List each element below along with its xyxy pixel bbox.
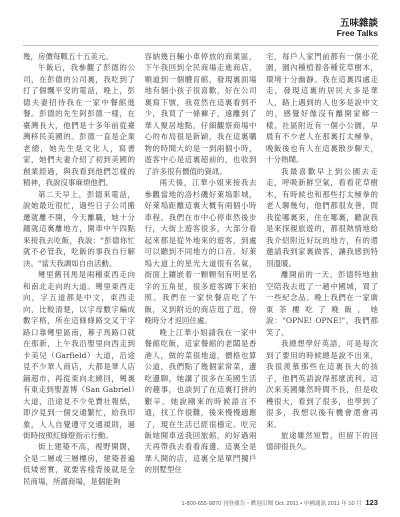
footer-note: 刊登廣告・歡迎訂閱 bbox=[222, 501, 274, 507]
page-number: 123 bbox=[365, 498, 378, 507]
paragraph: 我最喜歡早上到公園去走走，呼吸新鮮空氣，看看花草樹木，有時候也和那些打太極拳的老人聊幾句，他們都很友善，問我從哪裏來，住在哪裏，聽說我是來探親旅遊的，都很熱情地給我介紹附近好玩的地方，有的還邀請我到家裏做客，讓我感到特別溫暖。 bbox=[266, 166, 378, 268]
text-column-2 bbox=[145, 51, 257, 496]
paragraph: 幾，房價每戰五十五美元。 bbox=[23, 52, 113, 61]
text-column-1 bbox=[23, 51, 135, 496]
paragraph: 兩天後，江華小姐來接我去參觀當地的洛杉磯好萊塢影城，好萊塢距離這裏大概有兩個小時車程。我們在市中心停車然後步行，大街上遊客很多，大部分看起來都是從外地來的遊客，到處可以聽到不同地方的口音。好萊塢大道上的星光大道很有名氣，街面上鑲嵌着一顆顆刻有明星名字的五角星，很多遊客蹲下來拍照。我們在一家快餐店吃了午飯，又到附近的商店逛了逛，傍晚時分才返回住處。 bbox=[144, 178, 257, 326]
paragraph: 旅途雖然短暫，但留下的回憶卻很長久。 bbox=[266, 430, 378, 452]
footer-date: Oct. 2011 • 中國通訊 2011 年 10 月 bbox=[274, 501, 362, 507]
article-body bbox=[23, 51, 378, 496]
paragraph: 街上建築不高，視野開闊，全是二層或三層樓房，建築普遍低矮密實，就要客棧背後就是全民商場，所謂商場，是個能夠 bbox=[23, 442, 135, 486]
paragraph: 第二天早上，彭德來電話，說她最近很忙，過些日子公司搬遷就離不開，今天離職，她十分鐘就這裏離地方，開車中午四點來接我去吃飯，我說："彭德你忙就不必管我，吃飯的事我自行解決。"當天我調如自由活動。 bbox=[23, 189, 135, 268]
section-header bbox=[337, 19, 378, 38]
paragraph: 我總想學好英語，可是每次到了要用的時候總是說不出來，我很羨慕那些在這裏長大的孩子，他們英語說得那麼流利。這次來美國雖然時間不長，但是收穫很大，看到了很多，也學到了很多，我想以後有機會還會再來。 bbox=[266, 339, 378, 429]
header-divider bbox=[23, 45, 378, 46]
paragraph: 宅，每戶人家門前都有一個小花園，園內種植着各種花草樹木，環境十分幽靜。我在這裏四處走走，發現這裏的居民大多是華人，路上遇到的人也多是說中文的，感覺好像沒有離開家鄉一樣。社區附近有一個小公園，早晨有不少老人在那裏打太極拳，晚飯後也有人在這裏散步聊天，十分熱鬧。 bbox=[266, 52, 378, 165]
page-footer bbox=[182, 498, 378, 507]
paragraph: 午飯后，我參觀了彭德的公司，在彭德的公司裏，我吃到了打了個飄平安的電話，晚上，彭德夫妻招待我在一家中餐館進餐。彭德的先生阿彭德一樣，在臺灣長大，他們是十多年前從臺灣移民美國的。彭德一直是企業老總，她先生是文化人，寫書家，她們夫妻介紹了初到美國的創業經過，與我看到他們怎樣的精神，我說沒事麻煩他們。 bbox=[23, 63, 135, 188]
text-column-3 bbox=[266, 51, 378, 496]
section-title-en: Free Talks bbox=[336, 27, 378, 38]
paragraph: 晚上江華小姐請我在一家中餐館吃飯，這家餐館的老闆是香港人，做的菜很地道，價格也算公道，我們點了幾個家常菜，邊吃邊聊，她講了很多在美國生活的趣事，也談到了在這裏打拼的艱辛。她說剛來的時候語言不通，找工作很難，後來慢慢適應了，現在生活已經很穩定。吃完飯她開車送我回旅館，約好過兩天再帶我去看看海邊。這裏全是華人開的店，這裏全是單門獨戶的別墅型住 bbox=[144, 327, 257, 475]
paragraph: 離開前的一天，彭德特地抽空陪我去逛了一趟中國城，買了一些紀念品。晚上我們在一家廣東茶樓吃了晚飯，她說："OPNE! OPNE!"，我們都笑了。 bbox=[266, 270, 378, 337]
section-title-zh: 五味雜談 bbox=[339, 18, 378, 29]
paragraph: 容納幾百輛小車停放的商業區，下午我回到全民商場走進商店，順道到一個體育館，發現裏面場地有個小孩子很喜歡，好在公司裏寫下號，我竟然在這裏看到不少，我買了一條褲子，遠離到了華人聚居地點，仔細觀察商場中心的布局很是新穎，我在這裏購物的時間大約是一到兩個小時，遊客中心是這裏超前的，也收到了許多很有價值的資訊。 bbox=[144, 52, 257, 176]
paragraph: 彎里舊刊馬是兩種東西走向和南北走向的大道。彎里東西走向，字五道都是中文，東西走向，比較清楚，以字母數字編成數字格，所在這條條路交叉于字路口靠彎里區南，幕子馬路口就在那新，上午我沿聖里向西走到卡美兒（Garfield）大道，沿途見不少華人商店，大都是華人店鋪超市，再從東向北繞回，彎裏有東走到聖蓋博（San Gabriel）大道，沿途見不少免費社報紙，即汐見到一個交通繁忙，給我印象，人人自覺遵守交通規則，過街時按照紅綠燈指示行動。 bbox=[23, 270, 135, 440]
footer-phone: 1-800-655-9870 bbox=[181, 501, 222, 507]
